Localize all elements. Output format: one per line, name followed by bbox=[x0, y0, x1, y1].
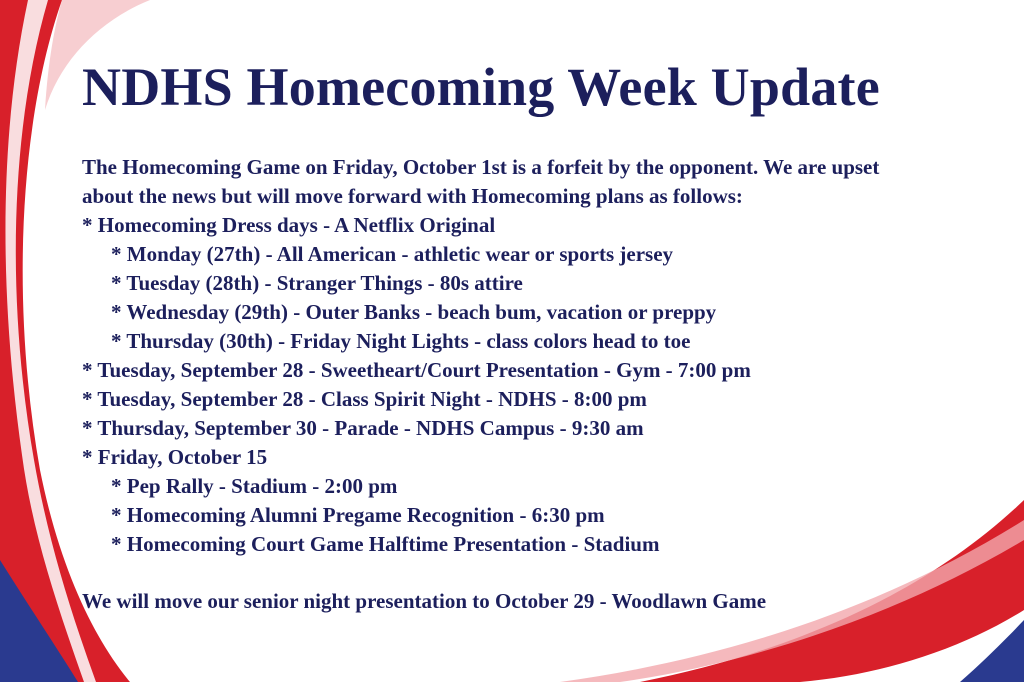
page-title: NDHS Homecoming Week Update bbox=[82, 57, 880, 117]
dress-days-heading: * Homecoming Dress days - A Netflix Original bbox=[82, 213, 496, 237]
intro-line: The Homecoming Game on Friday, October 1st is a forfeit by the opponent. We are upset bbox=[82, 155, 880, 179]
dress-day-item: * Monday (27th) - All American - athletic wear or sports jersey bbox=[111, 242, 674, 266]
dress-day-item: * Thursday (30th) - Friday Night Lights - class colors head to toe bbox=[111, 329, 691, 353]
friday-heading: * Friday, October 15 bbox=[82, 445, 268, 469]
event-item: * Tuesday, September 28 - Sweetheart/Court Presentation - Gym - 7:00 pm bbox=[82, 358, 751, 382]
friday-item: * Pep Rally - Stadium - 2:00 pm bbox=[111, 474, 398, 498]
friday-item: * Homecoming Alumni Pregame Recognition - 6:30 pm bbox=[111, 503, 605, 527]
intro-line: about the news but will move forward with Homecoming plans as follows: bbox=[82, 184, 743, 208]
dress-day-item: * Wednesday (29th) - Outer Banks - beach bum, vacation or preppy bbox=[111, 300, 717, 324]
event-item: * Thursday, September 30 - Parade - NDHS Campus - 9:30 am bbox=[82, 416, 644, 440]
dress-day-item: * Tuesday (28th) - Stranger Things - 80s attire bbox=[111, 271, 523, 295]
event-item: * Tuesday, September 28 - Class Spirit Night - NDHS - 8:00 pm bbox=[82, 387, 647, 411]
senior-night-note: We will move our senior night presentation to October 29 - Woodlawn Game bbox=[82, 589, 767, 613]
friday-item: * Homecoming Court Game Halftime Presentation - Stadium bbox=[111, 532, 660, 556]
